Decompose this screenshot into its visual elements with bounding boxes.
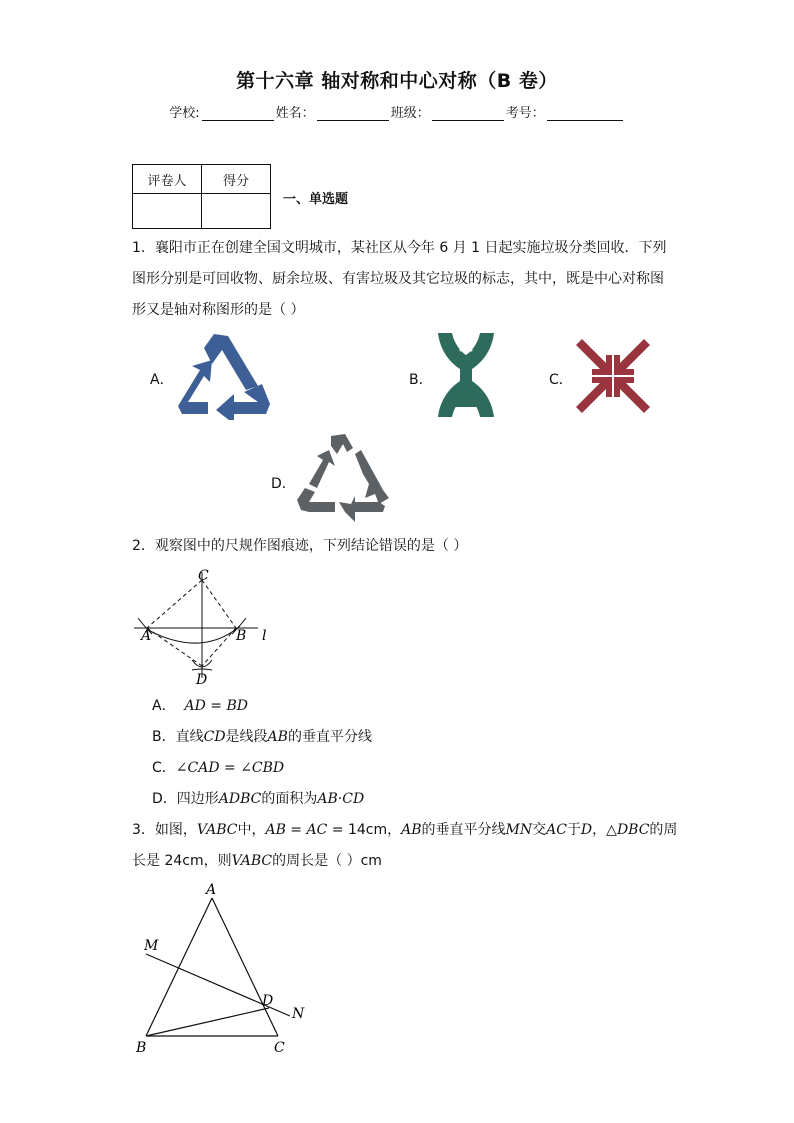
- school-blank[interactable]: [202, 106, 274, 121]
- q2-option-d[interactable]: D．四边形ADBC的面积为AB·CD: [152, 791, 365, 807]
- score-table: [132, 164, 271, 229]
- q2-option-a[interactable]: A． AD = BD: [152, 698, 248, 714]
- q2-option-c[interactable]: C．∠CAD = ∠CBD: [152, 760, 285, 776]
- q1-option-d-label[interactable]: D．: [271, 476, 296, 492]
- school-label: 学校:: [169, 106, 200, 121]
- fig3-label-n: N: [292, 1006, 305, 1022]
- question-1-stem: 1．襄阳市正在创建全国文明城市，某社区从今年 6 月 1 日起实施垃圾分类回收．下列图形分别是可回收物、厨余垃圾、有害垃圾及其它垃圾的标志，其中，既是中心对称图形又是轴对称图形的是（ ）: [132, 240, 667, 318]
- question-2-stem: 2．观察图中的尺规作图痕迹，下列结论错误的是（ ）: [132, 538, 468, 554]
- exam-no-label: 考号：: [505, 106, 545, 121]
- fig3-label-a: A: [206, 882, 217, 898]
- fig3-label-m: M: [144, 938, 159, 954]
- fig2-label-l: l: [262, 628, 267, 644]
- fig3-label-b: B: [136, 1040, 147, 1056]
- recycle-triangle-icon: [176, 330, 274, 420]
- fig3-label-c: C: [274, 1040, 285, 1056]
- triangle-perpendicular-bisector-figure: [130, 878, 320, 1058]
- class-label: 班级：: [390, 106, 430, 121]
- hourglass-icon: [436, 331, 498, 419]
- grader-header: 评卷人: [133, 165, 202, 194]
- fig2-label-c: C: [198, 568, 209, 584]
- fig2-label-a: A: [141, 628, 152, 644]
- four-arrows-inward-icon: [574, 337, 652, 415]
- fig3-label-d: D: [262, 993, 274, 1009]
- q1-option-a-label[interactable]: A．: [150, 372, 174, 388]
- fig2-label-b: B: [236, 628, 247, 644]
- recycle-triangle-icon: [295, 432, 391, 526]
- name-blank[interactable]: [317, 106, 389, 121]
- score-cell[interactable]: [202, 194, 271, 229]
- question-3-line-1: 3．如图，VABC中，AB = AC = 14cm，AB的垂直平分线MN交AC于D，△DBC的周: [132, 822, 678, 838]
- student-info-line: [0, 102, 794, 121]
- section-title: 一、单选题: [283, 192, 349, 207]
- q2-option-b[interactable]: B．直线CD是线段AB的垂直平分线: [152, 729, 372, 745]
- compass-construction-figure: [130, 566, 280, 688]
- q1-option-c-label[interactable]: C．: [549, 372, 573, 388]
- score-header: 得分: [202, 165, 271, 194]
- exam-no-blank[interactable]: [547, 106, 623, 121]
- grader-cell[interactable]: [133, 194, 202, 229]
- class-blank[interactable]: [432, 106, 504, 121]
- name-label: 姓名：: [275, 106, 315, 121]
- q1-option-b-label[interactable]: B．: [409, 372, 433, 388]
- question-3-line-2: 长是 24cm，则VABC的周长是（ ）cm: [132, 853, 382, 869]
- fig2-label-d: D: [196, 672, 208, 688]
- page-title: 第十六章 轴对称和中心对称（B 卷）: [236, 70, 558, 92]
